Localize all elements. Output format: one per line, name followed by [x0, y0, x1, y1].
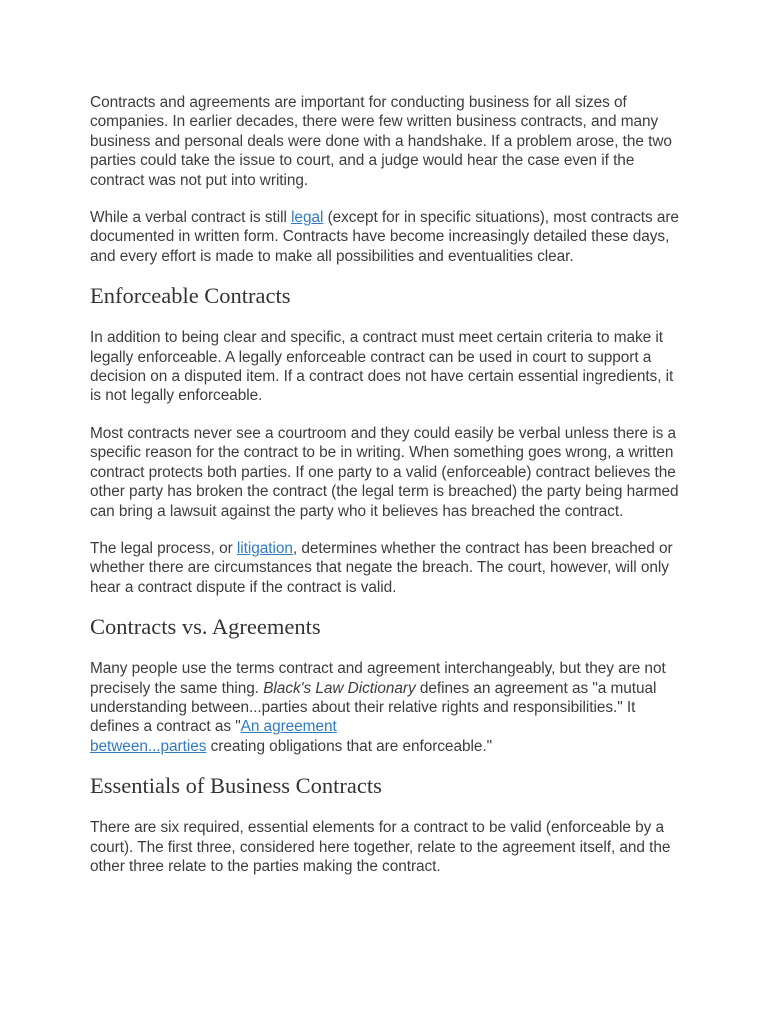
paragraph-litigation: [90, 539, 686, 597]
legal-link[interactable]: legal: [291, 209, 324, 227]
paragraph-text: , determines whether the contract has been breached or whether there are circumstances that negate the breach. The court, however, will only hear a contract dispute if the contract is valid.: [90, 539, 673, 596]
agreement-link-line2: between...parties: [90, 737, 207, 755]
paragraph-enforceable-criteria: In addition to being clear and specific, a contract must meet certain criteria to make it legally enforceable. A legally enforceable contract can be used in court to support a decision on a disputed item. If a contract does not have certain essential ingredients, it is not legally enforceable.: [90, 329, 674, 405]
paragraph-text: creating obligations that are enforceable.": [206, 737, 492, 755]
heading-contracts-vs-agreements: Contracts vs. Agreements: [90, 614, 321, 640]
litigation-link[interactable]: litigation: [236, 539, 293, 557]
paragraph-text: defines an agreement as "a mutual understanding between...parties about their relative rights and responsibilities." It defines a contract as ": [90, 679, 657, 736]
blacks-law-dictionary-title: Black's Law Dictionary: [263, 679, 416, 697]
agreement-link-line1: An agreement: [240, 718, 337, 736]
heading-essentials: Essentials of Business Contracts: [90, 773, 382, 799]
heading-enforceable-contracts: Enforceable Contracts: [90, 283, 291, 309]
paragraph-definitions: [90, 659, 686, 756]
paragraph-six-elements: There are six required, essential elements for a contract to be valid (enforceable by a court). The first three, considered here together, relate to the agreement itself, and the other three relate to the parties making the contract.: [90, 819, 671, 875]
paragraph-text: While a verbal contract is still: [90, 209, 292, 227]
paragraph-text: Many people use the terms contract and agreement interchangeably, but they are not precisely the same thing.: [90, 660, 666, 697]
paragraph-text: The legal process, or: [90, 539, 237, 557]
paragraph-verbal-contract: [90, 208, 686, 266]
paragraph-courtroom: Most contracts never see a courtroom and they could easily be verbal unless there is a specific reason for the contract to be in writing. When something goes wrong, a written contract protects both parties. If one party to a valid (enforceable) contract believes the other party has broken the contract (the legal term is breached) the party being harmed can bring a lawsuit against the party who it believes has breached the contract.: [90, 424, 679, 520]
paragraph-text: (except for in specific situations), most contracts are documented in written form. Contracts have become increasingly detailed these days, and every effort is made to make all possibilities and eventualities clear.: [90, 209, 679, 265]
paragraph-intro: Contracts and agreements are important for conducting business for all sizes of companies. In earlier decades, there were few written business contracts, and many business and personal deals were done with a handshake. If a problem arose, the two parties could take the issue to court, and a judge would hear the case even if the contract was not put into writing.: [90, 94, 672, 189]
